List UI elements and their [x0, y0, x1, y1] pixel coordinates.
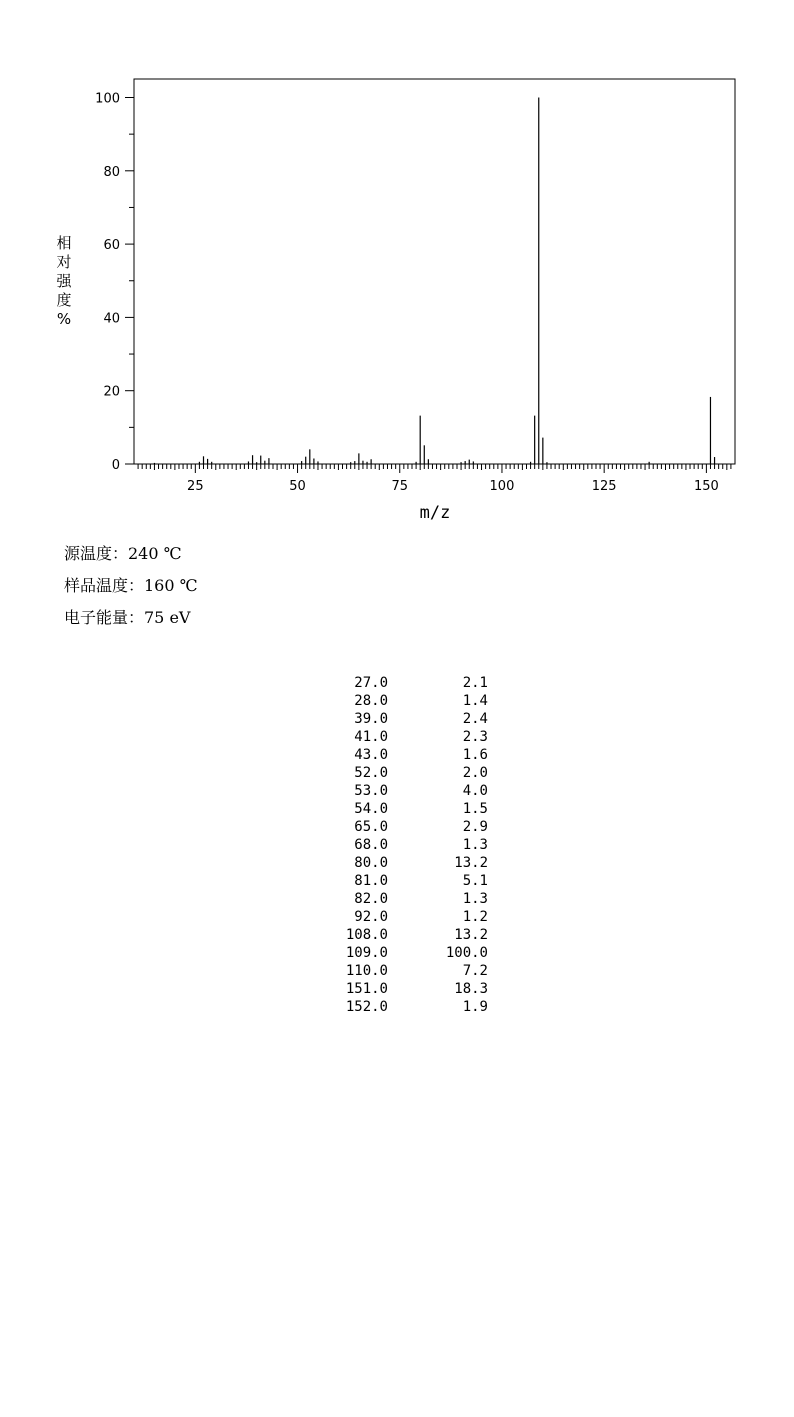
x-tick-label: 125 — [591, 479, 617, 494]
mz-cell: 53.0 — [354, 783, 388, 799]
table-row — [330, 818, 488, 836]
intensity-cell: 13.2 — [454, 855, 488, 871]
intensity-cell: 2.0 — [462, 765, 488, 781]
y-axis-label-char: 强 — [56, 272, 72, 290]
intensity-cell: 2.4 — [462, 711, 488, 727]
intensity-cell: 2.9 — [462, 819, 488, 835]
mz-cell: 68.0 — [354, 837, 388, 853]
mz-cell: 108.0 — [345, 927, 388, 943]
y-tick-label: 0 — [111, 458, 120, 473]
y-axis — [95, 92, 134, 474]
mz-cell: 41.0 — [354, 729, 388, 745]
spectrum-peaks — [154, 98, 714, 465]
intensity-cell: 2.1 — [462, 675, 488, 691]
y-axis-label — [56, 234, 72, 328]
mz-cell: 28.0 — [354, 693, 388, 709]
y-tick-label: 40 — [103, 311, 120, 327]
peak-list-table — [330, 674, 488, 1016]
x-tick-label: 50 — [289, 479, 306, 494]
mz-cell: 65.0 — [354, 819, 388, 835]
mz-cell: 151.0 — [345, 981, 388, 997]
table-row — [330, 962, 488, 980]
table-row — [330, 710, 488, 728]
intensity-cell: 1.5 — [462, 801, 488, 817]
x-axis-label: m/z — [419, 503, 451, 523]
electron-energy: 电子能量：75 eV — [64, 608, 191, 627]
mz-cell: 39.0 — [354, 711, 388, 727]
y-axis-label-char: 相 — [56, 234, 72, 252]
x-tick-label: 25 — [187, 479, 204, 494]
table-row — [330, 890, 488, 908]
sample-temperature: 样品温度：160 ℃ — [64, 576, 198, 595]
table-row — [330, 980, 488, 998]
mz-cell: 43.0 — [354, 747, 388, 763]
table-row — [330, 692, 488, 710]
intensity-cell: 1.6 — [462, 747, 488, 763]
table-row — [330, 998, 488, 1016]
table-row — [330, 854, 488, 872]
intensity-cell: 18.3 — [454, 981, 488, 997]
intensity-cell: 4.0 — [462, 783, 488, 799]
table-row — [330, 764, 488, 782]
intensity-cell: 1.3 — [462, 891, 488, 907]
intensity-cell: 1.9 — [462, 999, 488, 1015]
intensity-cell: 100.0 — [445, 945, 488, 961]
y-axis-label-char: 对 — [56, 253, 72, 271]
intensity-cell: 5.1 — [462, 873, 488, 889]
x-axis — [138, 464, 731, 494]
table-row — [330, 908, 488, 926]
mz-cell: 54.0 — [354, 801, 388, 817]
mz-cell: 52.0 — [354, 765, 388, 781]
intensity-cell: 1.3 — [462, 837, 488, 853]
intensity-cell: 13.2 — [454, 927, 488, 943]
mz-cell: 81.0 — [354, 873, 388, 889]
mz-cell: 92.0 — [354, 909, 388, 925]
table-row — [330, 944, 488, 962]
x-tick-label: 75 — [391, 479, 409, 494]
table-row — [330, 674, 488, 692]
intensity-cell: 7.2 — [462, 963, 488, 979]
table-row — [330, 746, 488, 764]
intensity-cell: 1.4 — [462, 693, 488, 709]
x-tick-label: 100 — [489, 479, 515, 494]
mz-cell: 82.0 — [354, 891, 388, 907]
y-tick-label: 60 — [103, 238, 120, 254]
source-temperature: 源温度：240 ℃ — [64, 544, 182, 563]
table-row — [330, 872, 488, 890]
table-row — [330, 782, 488, 800]
table-row — [330, 800, 488, 818]
y-tick-label: 100 — [95, 91, 120, 107]
intensity-cell: 1.2 — [462, 909, 488, 925]
y-tick-label: 20 — [103, 384, 120, 400]
mz-cell: 110.0 — [345, 963, 388, 979]
table-row — [330, 926, 488, 944]
y-tick-label: 80 — [103, 164, 120, 180]
plot-frame — [134, 79, 735, 464]
table-row — [330, 836, 488, 854]
intensity-cell: 2.3 — [462, 729, 488, 745]
mz-cell: 109.0 — [345, 945, 388, 961]
y-axis-label-char: % — [56, 310, 72, 328]
x-tick-label: 150 — [693, 479, 719, 494]
table-row — [330, 728, 488, 746]
mass-spectrum-chart — [0, 0, 794, 530]
y-axis-label-char: 度 — [56, 291, 72, 309]
mz-cell: 152.0 — [345, 999, 388, 1015]
mz-cell: 27.0 — [354, 675, 388, 691]
mz-cell: 80.0 — [354, 855, 388, 871]
